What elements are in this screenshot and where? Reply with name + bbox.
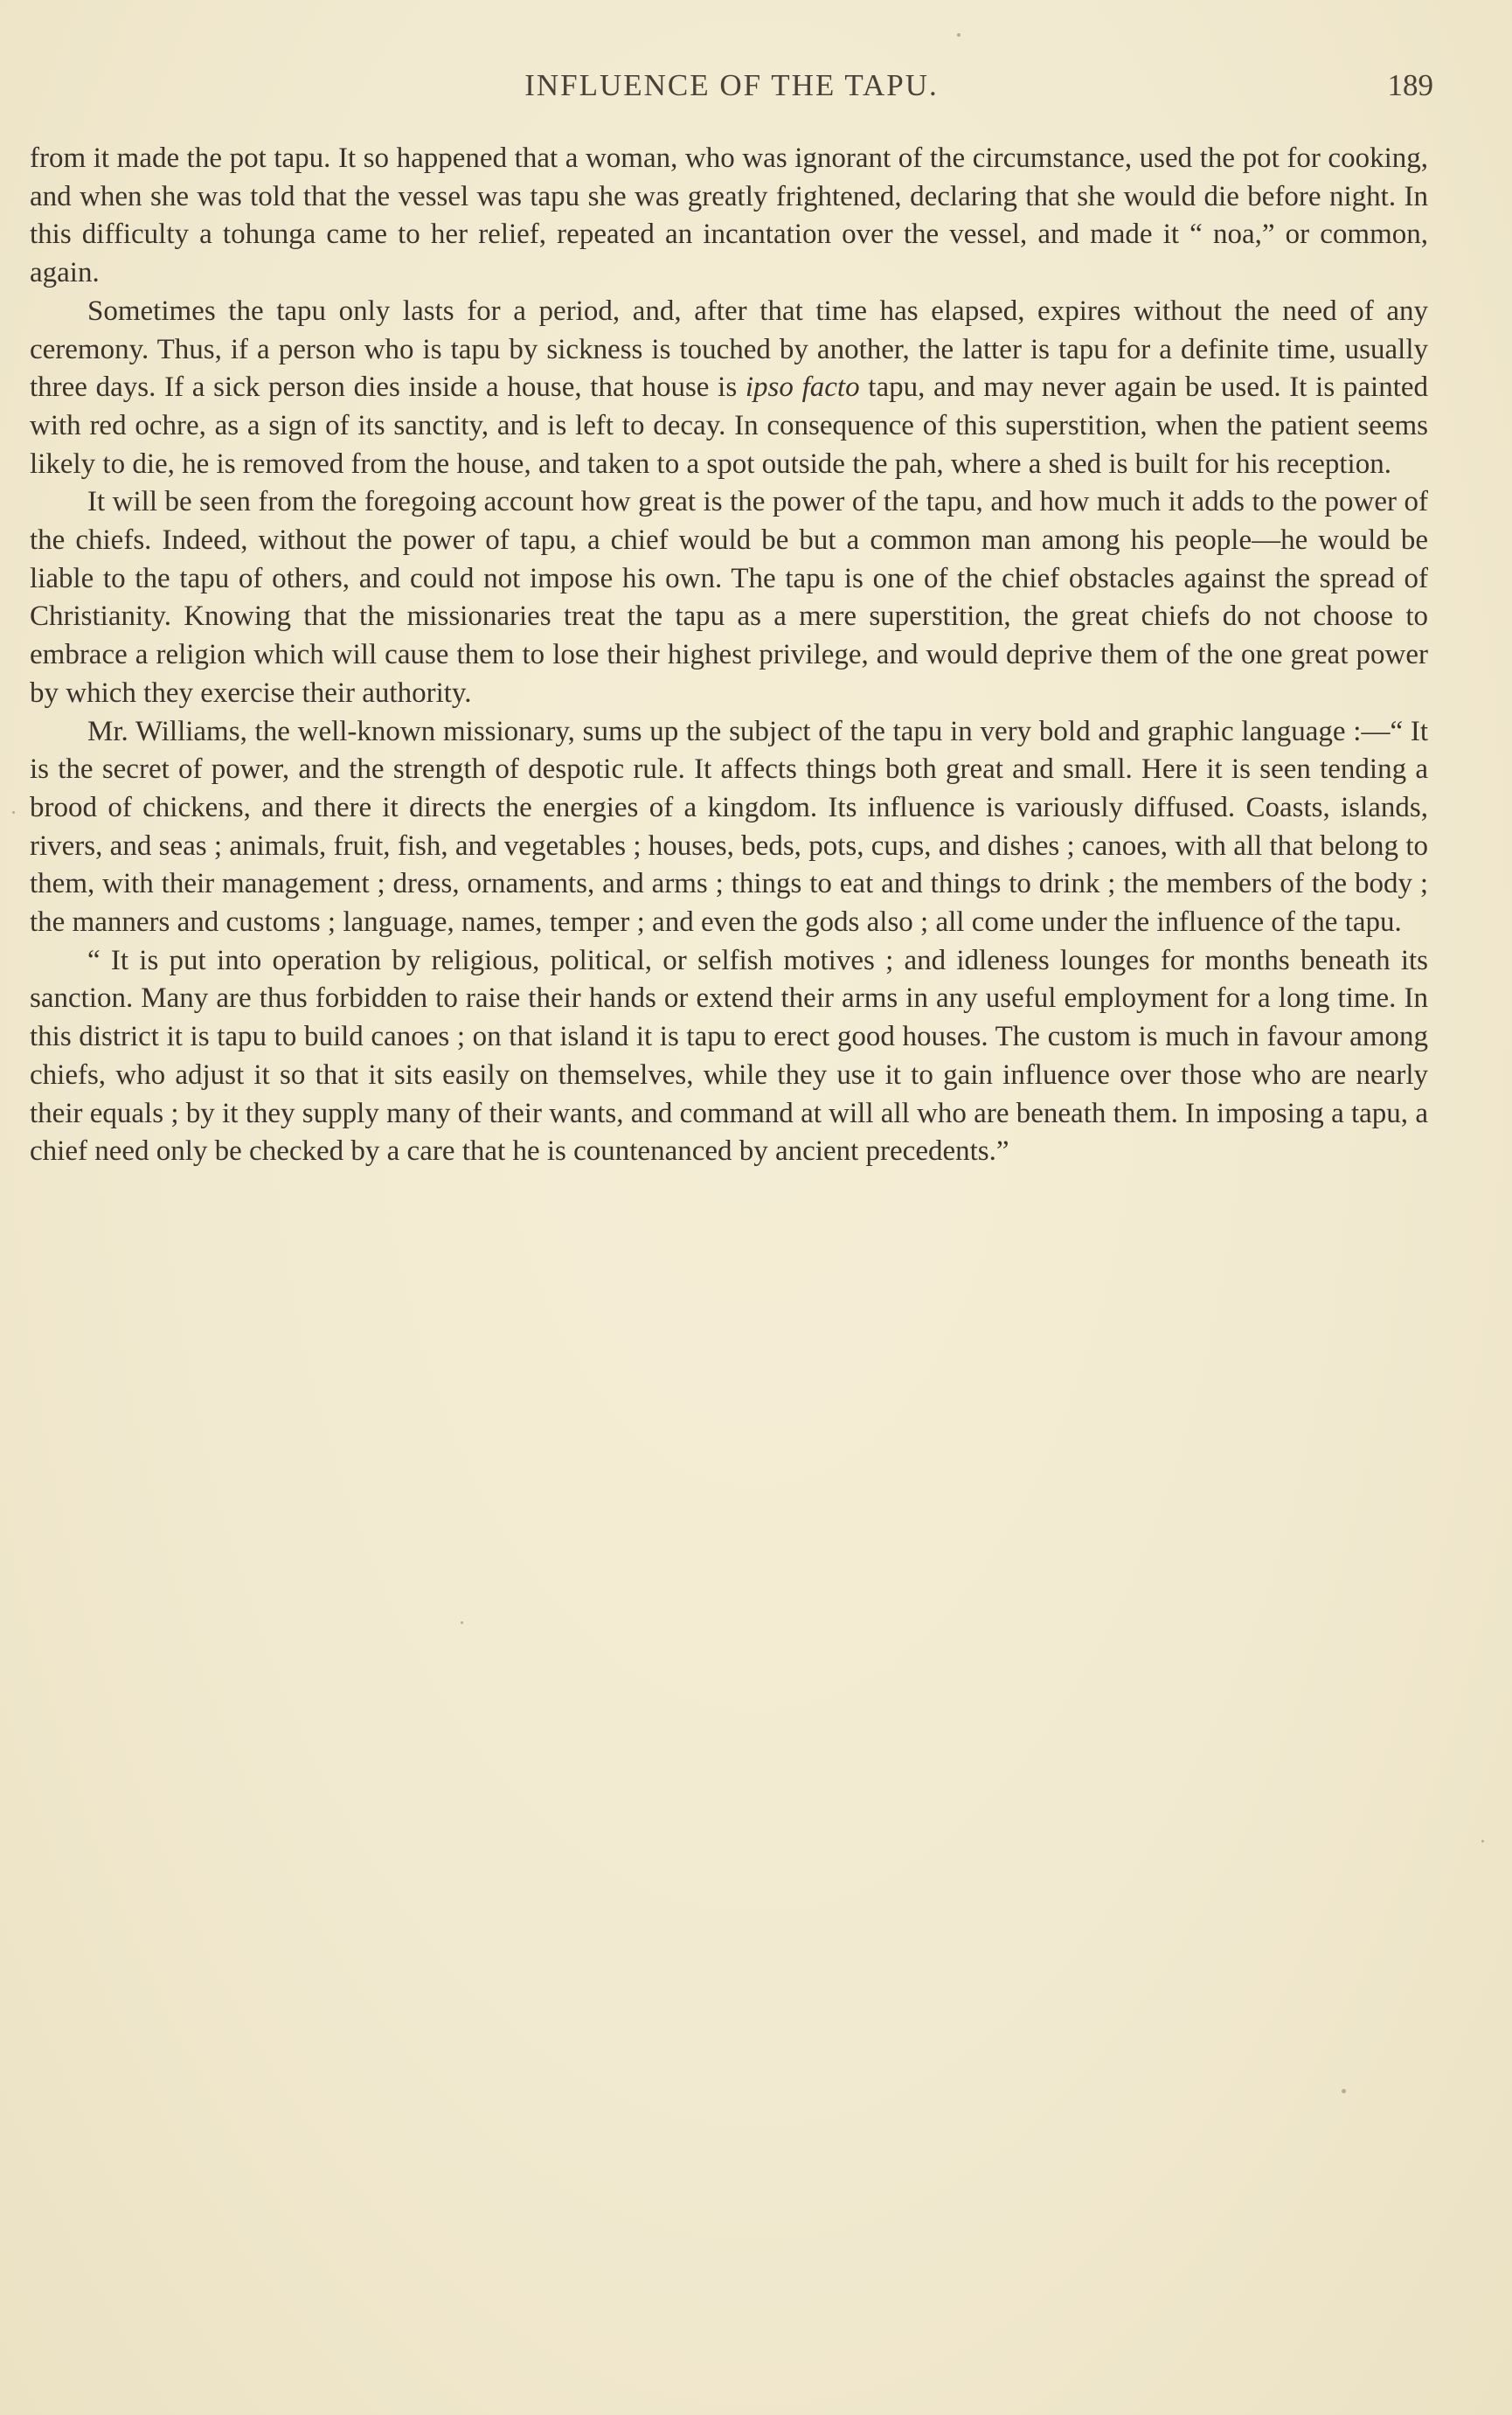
paragraph-2-text-start: Sometimes the tapu only lasts for a period, and, after that time has elapsed, expires without the need of any ceremony. Thus, if a person who is tapu by sickness is touched by another, the latter is tapu for a definite time, usually three days. If a sick person dies inside a house, that house is xyxy=(30,295,1428,404)
paragraph-3-text: It will be seen from the foregoing account how great is the power of the tapu, and how much it adds to the power of the chiefs. Indeed, without the power of tapu, a chief would be but a common man among his people—he would be liable to the tapu of others, and could not impose his own. The tapu is one of the chief obstacles against the spread of Christianity. Knowing that the missionaries treat the tapu as a mere superstition, the great chiefs do not choose to embrace a religion which will cause them to lose their highest privilege, and would deprive them of the one great power by which they exercise their authority. xyxy=(30,486,1428,709)
paragraph-5-text: “ It is put into operation by religious, political, or selfish motives ; and idleness lounges for months beneath its sanction. Many are thus forbidden to raise their hands or extend their arms in any useful employment for a long time. In this district it is tapu to build canoes ; on that island it is tapu to erect good houses. The custom is much in favour among chiefs, who adjust it so that it sits easily on themselves, while they use it to gain influence over those who are nearly their equals ; by it they supply many of their wants, and command at will all who are beneath them. In imposing a tapu, a chief need only be checked by a care that he is countenanced by ancient precedents.” xyxy=(30,944,1428,1168)
paper-speck xyxy=(461,1621,463,1624)
body-text xyxy=(30,140,1428,1171)
paragraph-4-text: Mr. Williams, the well-known missionary, sums up the subject of the tapu in very bold and graphic language :—“ It is the secret of power, and the strength of despotic rule. It affects things both great and small. Here it is seen tending a brood of chickens, and there it directs the energies of a kingdom. Its influence is variously diffused. Coasts, islands, rivers, and seas ; animals, fruit, fish, and vegetables ; houses, beds, pots, cups, and dishes ; canoes, with all that belong to them, with their management ; dress, ornaments, and arms ; things to eat and things to drink ; the members of the body ; the manners and customs ; language, names, temper ; and even the gods also ; all come under the influence of the tapu. xyxy=(30,715,1428,939)
running-title: INFLUENCE OF THE TAPU. xyxy=(524,68,939,102)
paragraph-2-text-end: tapu, and may never again be used. It is painted with red ochre, as a sign of its sanctity, and is left to decay. In consequence of this superstition, when the patient seems likely to die, he is removed from the house, and taken to a spot outside the pah, where a shed is built for his reception. xyxy=(30,371,1429,480)
page-header xyxy=(30,68,1433,112)
paragraph-4 xyxy=(30,713,1428,942)
paragraph-1 xyxy=(30,140,1428,293)
paper-speck xyxy=(1481,1840,1484,1842)
paper-speck xyxy=(957,33,961,37)
paper-speck xyxy=(1342,2089,1346,2093)
paragraph-3 xyxy=(30,483,1428,712)
italic-phrase: ipso facto xyxy=(745,371,860,404)
page-number: 189 xyxy=(1387,68,1433,102)
paper-speck xyxy=(12,811,15,814)
paragraph-1-text: from it made the pot tapu. It so happened that a woman, who was ignorant of the circumstance, used the pot for cooking, and when she was told that the vessel was tapu she was greatly frightened, declaring that she would die before night. In this difficulty a tohunga came to her relief, repeated an incantation over the vessel, and made it “ noa,” or common, again. xyxy=(30,142,1428,289)
paragraph-2 xyxy=(30,293,1428,484)
paragraph-5 xyxy=(30,942,1428,1171)
